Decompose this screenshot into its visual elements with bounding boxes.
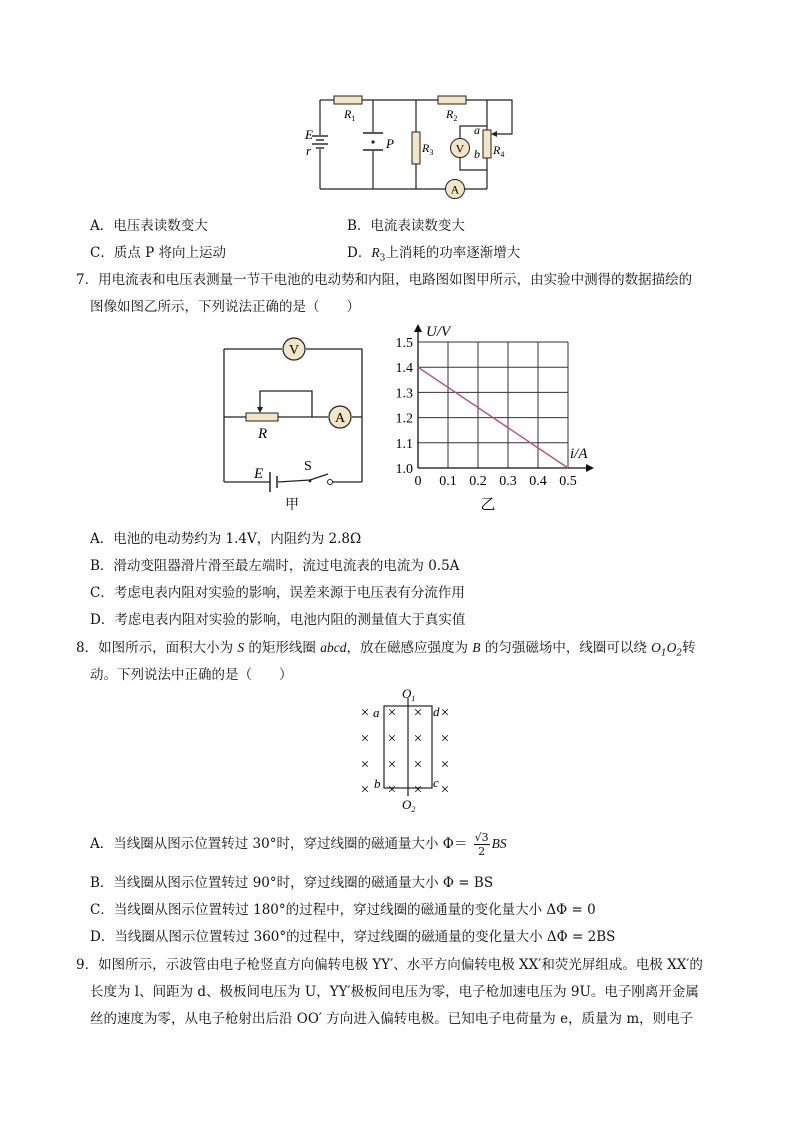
q8-label-c: c (433, 775, 439, 790)
q6-label-a: a (474, 123, 480, 137)
q8-label-d: d (433, 704, 440, 719)
magnetic-field-cross: × (413, 757, 423, 773)
q8-option-B: B．当线圈从图示位置转过 90°时，穿过线圈的磁通量大小 Φ = BS (90, 875, 494, 891)
q7-label-E: E (254, 466, 264, 482)
magnetic-field-cross: × (360, 782, 370, 798)
q6-option-D: D．$R_3$上消耗的功率逐渐增大 (347, 245, 521, 264)
q7-label-A: A (334, 411, 346, 426)
q8-option-A: A．当线圈从图示位置转过 30°时，穿过线圈的磁通量大小 Φ＝ $\frac{√3}{2}$ BS (90, 831, 507, 858)
q8-option-D: D．当线圈从图示位置转过 360°的过程中，穿过线圈的磁通量的变化量大小 ΔΦ = 2BS (90, 929, 616, 945)
x-tick-label: 0.4 (529, 474, 547, 489)
magnetic-field-cross: × (387, 782, 397, 798)
q7-option-C: C．考虑电表内阻对实验的影响，误差来源于电压表有分流作用 (90, 585, 465, 601)
q6-label-R4: $R_4$ (493, 143, 505, 159)
q7-stem-line1: 7．用电流表和电压表测量一节干电池的电动势和内阻，电路图如图甲所示，由实验中测得的数据描绘的 (76, 272, 693, 288)
q6-label-b: b (474, 147, 480, 161)
q9-line1: 9．如图所示，示波管由电子枪竖直方向偏转电极 YY′、水平方向偏转电极 XX′和荧光屏组成。电极 XX′的 (76, 957, 703, 973)
q6-label-R3: $R_3$ (422, 141, 434, 157)
q7-option-B: B．滑动变阻器滑片滑至最左端时，流过电流表的电流为 0.5A (90, 558, 460, 574)
q6-label-A: A (450, 182, 460, 197)
magnetic-field-cross: × (387, 757, 397, 773)
y-tick-label: 1.4 (395, 361, 413, 377)
x-tick-label: 0.5 (559, 474, 577, 489)
q7-option-A: A．电池的电动势约为 1.4V，内阻约为 2.8Ω (90, 531, 362, 547)
q6-label-V: V (455, 141, 465, 156)
q6-option-C: C．质点 P 将向上运动 (90, 245, 226, 261)
magnetic-field-cross: × (360, 731, 370, 747)
q8-stem-line2: 动。下列说法中正确的是（ ） (90, 667, 293, 683)
magnetic-field-cross: × (440, 731, 450, 747)
q7-caption-jia: 甲 (285, 498, 299, 513)
x-tick-label: 0 (414, 474, 422, 489)
y-tick-label: 1.3 (395, 386, 413, 402)
q8-option-C: C．当线圈从图示位置转过 180°的过程中，穿过线圈的磁通量的变化量大小 ΔΦ = 0 (90, 902, 596, 918)
q7-option-D: D．考虑电表内阻对实验的影响，电池内阻的测量值大于真实值 (90, 612, 466, 628)
q6-label-R2: $R_2$ (446, 107, 458, 123)
y-tick-label: 1.1 (395, 436, 413, 452)
q6-circuit-diagram (300, 92, 530, 207)
y-axis-arrow (414, 324, 422, 332)
q8-label-a: a (373, 705, 380, 720)
q6-option-B: B．电流表读数变大 (347, 218, 465, 234)
q7-stem-line2: 图像如图乙所示，下列说法正确的是（ ） (90, 299, 360, 315)
q8-label-O1: $O_1$ (402, 686, 416, 703)
x-tick-label: 0.3 (499, 474, 517, 489)
magnetic-field-cross: × (360, 705, 370, 721)
x-tick-label: 0.2 (469, 474, 487, 489)
y-tick-label: 1.0 (395, 462, 413, 477)
magnetic-field-cross: × (440, 782, 450, 798)
y-axis-label: U/V (426, 324, 451, 340)
q7-circuit-diagram (220, 332, 370, 512)
q7-caption-yi: 乙 (480, 497, 496, 513)
magnetic-field-cross: × (440, 705, 450, 721)
q8-label-O2: $O_2$ (402, 797, 416, 814)
q8-coil-figure (355, 686, 455, 816)
magnetic-field-cross: × (413, 782, 423, 798)
magnetic-field-cross: × (440, 757, 450, 773)
q7-ui-graph (380, 322, 600, 517)
y-tick-label: 1.5 (395, 336, 413, 351)
q9-line3: 丝的速度为零，从电子枪射出后沿 OO′ 方向进入偏转电极。已知电子电荷量为 e，质量为 m，则电子 (90, 1011, 694, 1027)
q8-stem-line1: 8．如图所示，面积大小为 S 的矩形线圈 abcd，放在磁感应强度为 B 的匀强磁场中，线圈可以绕 $O_1O_2$转 (76, 640, 696, 659)
q8-label-b: b (374, 776, 381, 791)
q6-option-A: A．电压表读数变大 (90, 218, 208, 234)
magnetic-field-cross: × (387, 731, 397, 747)
q6-label-R1: $R_1$ (344, 107, 356, 123)
q9-line2: 长度为 l、间距为 d、极板间电压为 U，YY′极板间电压为零，电子枪加速电压为 9U。电子刚离开金属 (90, 984, 699, 1000)
x-tick-label: 0.1 (439, 474, 457, 489)
q6-label-E: E (305, 127, 313, 142)
magnetic-field-cross: × (413, 731, 423, 747)
q7-label-R: R (258, 426, 268, 442)
q6-label-P: P (386, 136, 394, 151)
x-axis-arrow (586, 464, 594, 472)
magnetic-field-cross: × (413, 705, 423, 721)
magnetic-field-cross: × (360, 757, 370, 773)
x-axis-label: i/A (570, 446, 588, 462)
q7-label-V: V (288, 343, 300, 358)
q6-label-r: r (306, 143, 312, 158)
magnetic-field-cross: × (387, 705, 397, 721)
y-tick-label: 1.2 (395, 411, 413, 427)
q7-label-S: S (304, 459, 312, 474)
